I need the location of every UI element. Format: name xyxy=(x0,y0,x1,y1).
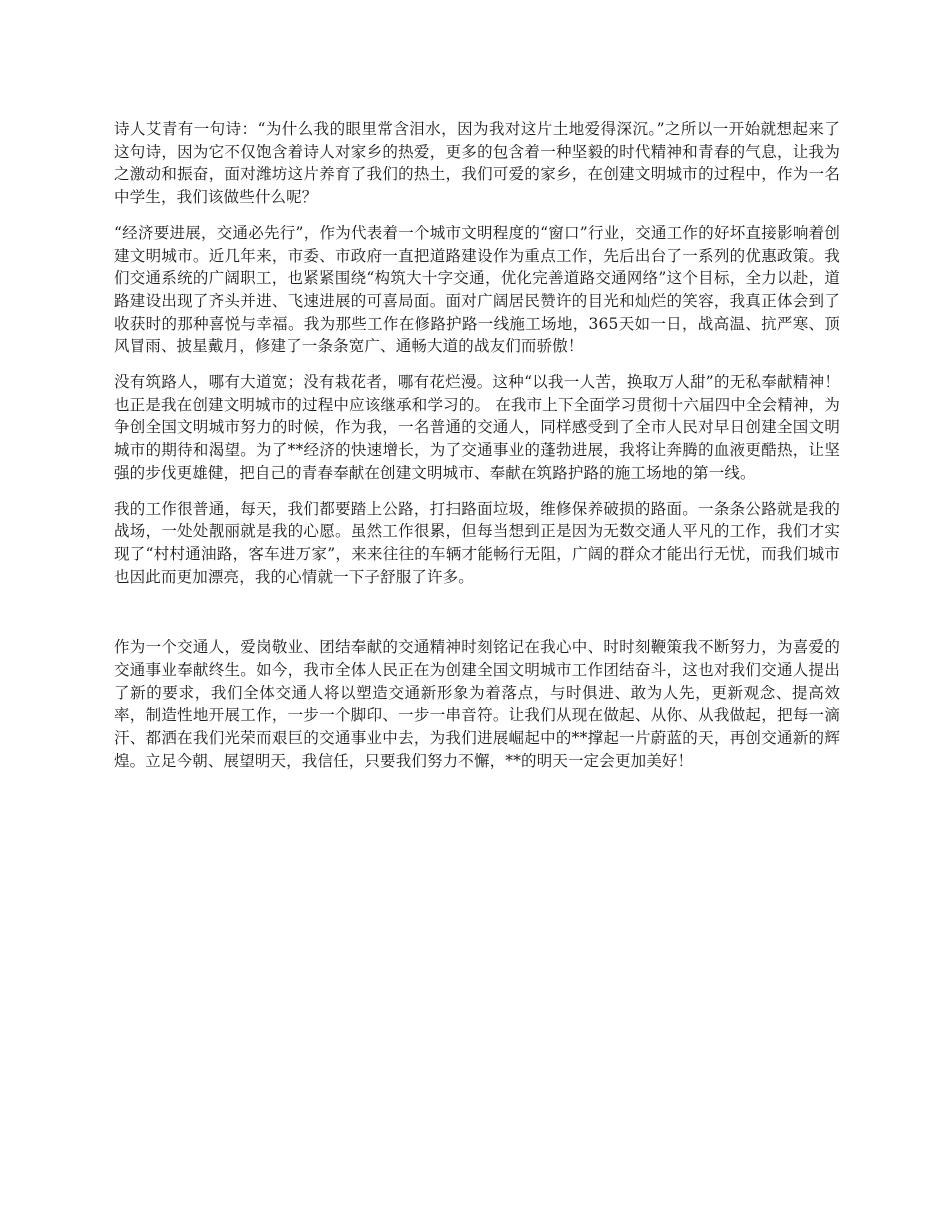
paragraph-5: 作为一个交通人，爱岗敬业、团结奉献的交通精神时刻铭记在我心中、时时刻鞭策我不断努力，为喜爱的交通事业奉献终生。如今，我市全体人民正在为创建全国文明城市工作团结奋斗，这也对我们交通人提出了新的要求，我们全体交通人将以塑造交通新形象为着落点，与时俱进、敢为人先，更新观念、提高效率，制造性地开展工作，一步一个脚印、一步一串音符。让我们从现在做起、从你、从我做起，把每一滴汗、都洒在我们光荣而艰巨的交通事业中去，为我们进展崛起中的**撑起一片蔚蓝的天，再创交通新的辉煌。立足今朝、展望明天，我信任，只要我们努力不懈，**的明天一定会更加美好！ xyxy=(114,638,840,770)
paragraph-4: 我的工作很普通，每天，我们都要踏上公路，打扫路面垃圾，维修保养破损的路面。一条条公路就是我的战场，一处处靓丽就是我的心愿。虽然工作很累，但每当想到正是因为无数交通人平凡的工作，我们才实现了“村村通油路，客车进万家”，来来往往的车辆才能畅行无阻，广阔的群众才能出行无忧，而我们城市也因此而更加漂亮，我的心情就一下子舒服了许多。 xyxy=(114,499,840,586)
paragraph-1: 诗人艾青有一句诗：“为什么我的眼里常含泪水，因为我对这片土地爱得深沉。”之所以一开始就想起来了这句诗，因为它不仅饱含着诗人对家乡的热爱，更多的包含着一种坚毅的时代精神和青春的气息，让我为之激动和振奋，面对潍坊这片养育了我们的热土，我们可爱的家乡，在创建文明城市的过程中，作为一名中学生，我们该做些什么呢？ xyxy=(114,120,840,207)
paragraph-3: 没有筑路人，哪有大道宽；没有栽花者，哪有花烂漫。这种“以我一人苦，换取万人甜”的无私奉献精神！也正是我在创建文明城市的过程中应该继承和学习的。 在我市上下全面学习贯彻十六届四中全会精神，为争创全国文明城市努力的时候，作为我，一名普通的交通人，同样感受到了全市人民对早日创建全国文明城市的期待和渴望。为了**经济的快速增长，为了交通事业的蓬勃进展，我将让奔腾的血液更酷热，让坚强的步伐更雄健，把自己的青春奉献在创建文明城市、奉献在筑路护路的施工场地的第一线。 xyxy=(114,373,840,482)
paragraph-2: “经济要进展，交通必先行”，作为代表着一个城市文明程度的“窗口”行业，交通工作的好坏直接影响着创建文明城市。近几年来，市委、市政府一直把道路建设作为重点工作，先后出台了一系列的优惠政策。我们交通系统的广阔职工，也紧紧围绕“构筑大十字交通，优化完善道路交通网络”这个目标，全力以赴，道路建设出现了齐头并进、飞速进展的可喜局面。面对广阔居民赞许的目光和灿烂的笑容，我真正体会到了收获时的那种喜悦与幸福。我为那些工作在修路护路一线施工场地，365天如一日，战高温、抗严寒、顶风冒雨、披星戴月，修建了一条条宽广、通畅大道的战友们而骄傲！ xyxy=(114,223,840,356)
document-body xyxy=(114,118,840,786)
